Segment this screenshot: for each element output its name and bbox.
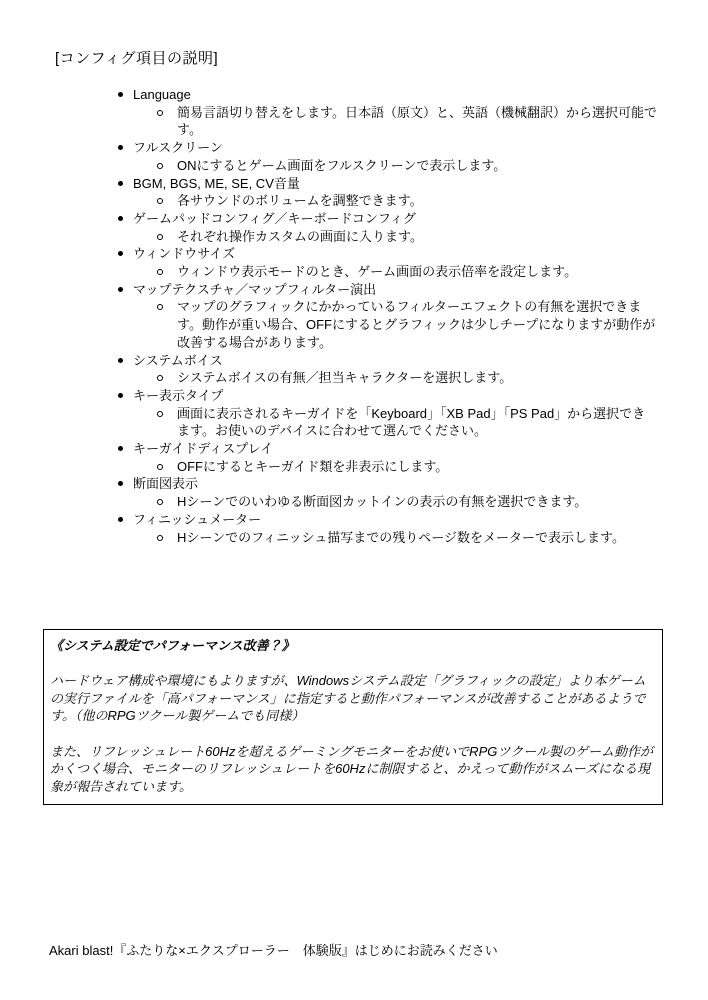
config-item-label: 断面図表示 <box>133 476 199 492</box>
list-item <box>0 440 657 475</box>
config-item-finish-meter <box>118 511 657 529</box>
list-item <box>0 475 657 510</box>
sub-bullet-icon <box>157 269 163 275</box>
config-item-description-row <box>157 192 657 210</box>
config-item-fullscreen <box>118 139 657 157</box>
config-item-pad-config <box>118 210 657 228</box>
config-item-label: BGM, BGS, ME, SE, CV音量 <box>133 175 300 191</box>
config-item-map-filter <box>118 281 657 299</box>
list-item <box>0 511 657 546</box>
config-item-volume <box>118 175 657 193</box>
bullet-icon <box>118 517 123 522</box>
list-item <box>0 210 657 245</box>
config-item-description-row <box>157 298 657 351</box>
config-item-description-row <box>157 228 657 246</box>
note-paragraph: ハードウェア構成や環境にもよりますが、Windowsシステム設定「グラフィックの設定」より本ゲームの実行ファイルを「高パフォーマンス」に指定すると動作パフォーマンスが改善することがあるようです。（他のRPGツクール製ゲームでも同様） <box>50 673 646 724</box>
performance-note-box <box>43 629 663 805</box>
bullet-icon <box>118 92 123 97</box>
config-item-description-row <box>157 157 657 175</box>
config-item-key-display-type <box>118 387 657 405</box>
config-item-description-row <box>157 369 657 387</box>
config-item-label: ゲームパッドコンフィグ／キーボードコンフィグ <box>133 210 416 226</box>
config-item-label: フィニッシュメーター <box>133 511 262 527</box>
bullet-icon <box>118 481 123 486</box>
sub-bullet-icon <box>157 110 163 116</box>
page-title: [コンフィグ項目の説明] <box>55 50 219 67</box>
sub-bullet-icon <box>157 304 163 310</box>
config-item-window-size <box>118 245 657 263</box>
config-item-description: マップのグラフィックにかかっているフィルターエフェクトの有無を選択できます。動作が重い場合、OFFにするとグラフィックは少しチープになりますが動作が改善する場合があります。 <box>177 299 656 350</box>
config-item-description: Hシーンでのいわゆる断面図カットインの表示の有無を選択できます。 <box>177 494 588 510</box>
config-item-description: 簡易言語切り替えをします。日本語（原文）と、英語（機械翻訳）から選択可能です。 <box>177 104 657 138</box>
list-item <box>0 245 657 280</box>
config-item-description: システムボイスの有無／担当キャラクターを選択します。 <box>177 370 513 386</box>
config-item-label: ウィンドウサイズ <box>133 246 236 262</box>
config-item-cross-section <box>118 475 657 493</box>
config-item-description: ウィンドウ表示モードのとき、ゲーム画面の表示倍率を設定します。 <box>177 264 578 280</box>
config-item-description: 各サウンドのボリュームを調整できます。 <box>177 193 423 209</box>
config-item-description: 画面に表示されるキーガイドを「Keyboard」「XB Pad」「PS Pad」から選択できます。お使いのデバイスに合わせて選んでください。 <box>177 405 646 439</box>
config-item-description-row <box>157 405 657 440</box>
config-item-list <box>0 86 657 546</box>
config-item-description-row <box>157 458 657 476</box>
config-item-description-row <box>157 104 657 139</box>
config-item-description-row <box>157 529 657 547</box>
config-item-language <box>118 86 657 104</box>
config-item-label: フルスクリーン <box>133 140 223 156</box>
list-item <box>0 387 657 440</box>
note-box-title: 《システム設定でパフォーマンス改善？》 <box>50 638 295 653</box>
bullet-icon <box>118 251 123 256</box>
config-item-description: それぞれ操作カスタムの画面に入ります。 <box>177 228 423 244</box>
sub-bullet-icon <box>157 535 163 541</box>
config-item-label: キー表示タイプ <box>133 387 224 403</box>
bullet-icon <box>118 145 123 150</box>
sub-bullet-icon <box>157 411 163 417</box>
sub-bullet-icon <box>157 198 163 204</box>
config-item-description: Hシーンでのフィニッシュ描写までの残りページ数をメーターで表示します。 <box>177 529 626 545</box>
config-item-description: OFFにするとキーガイド類を非表示にします。 <box>177 458 449 474</box>
config-item-label: マップテクスチャ／マップフィルター演出 <box>133 281 377 297</box>
config-item-description-row <box>157 263 657 281</box>
bullet-icon <box>118 181 123 186</box>
config-item-description-row <box>157 493 657 511</box>
sub-bullet-icon <box>157 163 163 169</box>
bullet-icon <box>118 446 123 451</box>
sub-bullet-icon <box>157 499 163 505</box>
bullet-icon <box>118 393 123 398</box>
list-item <box>0 139 657 174</box>
bullet-icon <box>118 216 123 221</box>
list-item <box>0 175 657 210</box>
bullet-icon <box>118 287 123 292</box>
config-item-label: キーガイドディスプレイ <box>133 441 274 457</box>
config-item-key-guide-display <box>118 440 657 458</box>
config-item-label: Language <box>133 87 191 102</box>
config-item-description: ONにするとゲーム画面をフルスクリーンで表示します。 <box>177 157 507 173</box>
sub-bullet-icon <box>157 234 163 240</box>
list-item <box>0 352 657 387</box>
list-item <box>0 86 657 139</box>
sub-bullet-icon <box>157 464 163 470</box>
sub-bullet-icon <box>157 375 163 381</box>
config-item-system-voice <box>118 352 657 370</box>
list-item <box>0 281 657 352</box>
note-paragraph: また、リフレッシュレート60Hzを超えるゲーミングモニターをお使いでRPGツクール製のゲーム動作がかくつく場合、モニターのリフレッシュレートを60Hzに制限すると、かえって動作がスムーズになる現象が報告されています。 <box>50 743 653 794</box>
footer-text: Akari blast!『ふたりな×エクスプローラー 体験版』はじめにお読みください <box>49 943 498 958</box>
config-item-label: システムボイス <box>133 352 223 368</box>
bullet-icon <box>118 358 123 363</box>
